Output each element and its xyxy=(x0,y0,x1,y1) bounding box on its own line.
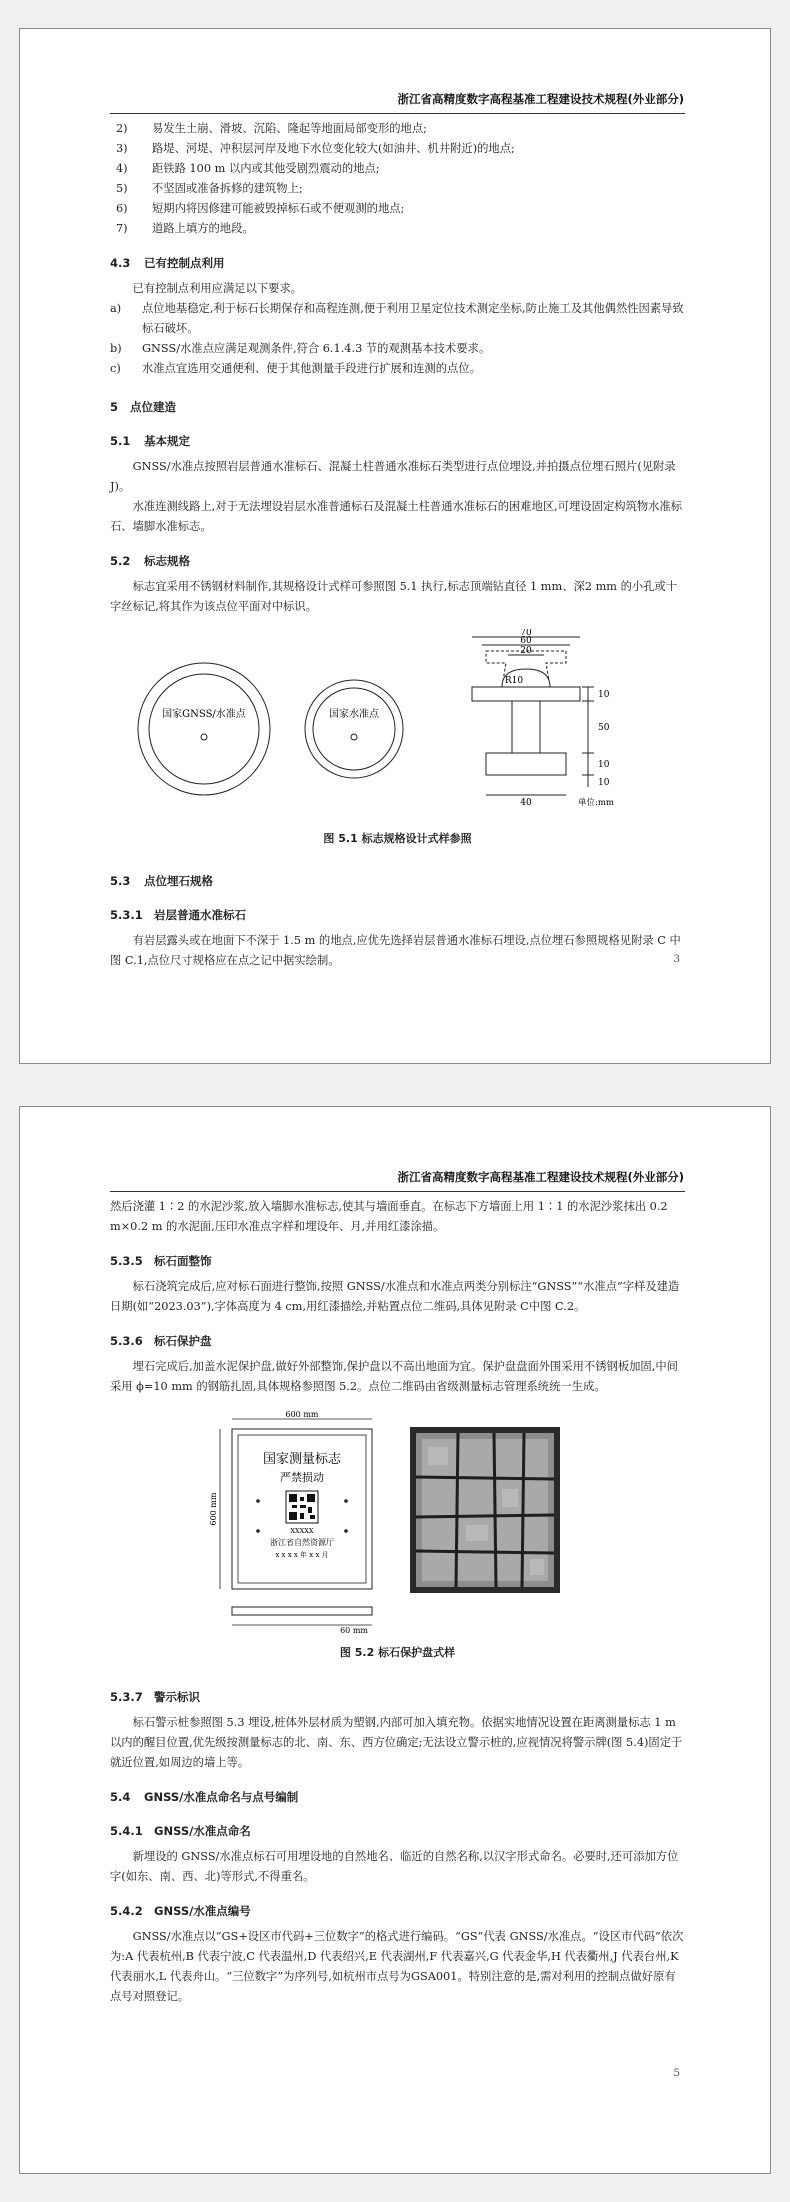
figure-5-1 xyxy=(110,629,685,829)
disc-label: 国家GNSS/水准点 xyxy=(162,709,246,720)
list-item: 6) 短期内将因修建可能被毁掉标石或不便观测的地点; xyxy=(116,202,405,215)
section-heading-5-3-7: 5.3.7 警示标识 xyxy=(110,1690,200,1704)
section-heading-5-3: 5.3 点位埋石规格 xyxy=(110,874,213,888)
section-heading-5-4: 5.4 GNSS/水准点命名与点号编制 xyxy=(110,1790,299,1804)
dim-60: 60 xyxy=(520,636,532,646)
list-item: 5) 不坚固或准备拆修的建筑物上; xyxy=(116,182,303,195)
level-mark-disc xyxy=(305,680,403,778)
header-rule xyxy=(110,1191,685,1192)
paragraph: 标石警示桩参照图 5.3 埋设,桩体外层材质为塑钢,内部可加入填充物。依据实地情况设置在距离测量标志 1 m 以内的醒目位置,优先级按测量标志的北、南、东、西方位确定;无法设立警示桩的,应视情况将警示牌(图 5.4)固定于就近位置,如周边的墙上等。 xyxy=(110,1716,683,1769)
list-item: a) 点位地基稳定,利于标石长期保存和高程连测,便于利用卫星定位技术测定坐标,防止施工及其他偶然性因素导致标石破坏。 xyxy=(110,302,684,335)
dim-r10: R10 xyxy=(504,676,524,686)
section-heading-5-3-6: 5.3.6 标石保护盘 xyxy=(110,1334,212,1348)
dim-10-c: 10 xyxy=(598,778,610,788)
section-heading-5-2: 5.2 标志规格 xyxy=(110,554,190,568)
running-header: 浙江省高精度数字高程基准工程建设技术规程(外业部分) xyxy=(397,92,684,106)
paragraph: 水准连测线路上,对于无法埋设岩层水准普通标石及混凝土柱普通水准标石的困难地区,可埋设固定构筑物水准标石、墙脚水准标志。 xyxy=(110,500,683,533)
plate-warning: 严禁损动 xyxy=(280,1471,324,1484)
dim-70: 70 xyxy=(520,629,532,638)
plate-org: 浙江省自然资源厅 xyxy=(270,1538,334,1547)
section-heading-5-4-2: 5.4.2 GNSS/水准点编号 xyxy=(110,1904,251,1918)
list-item: c) 水准点宜选用交通便利、便于其他测量手段进行扩展和连测的点位。 xyxy=(110,362,481,375)
qr-code-icon xyxy=(286,1491,318,1523)
paragraph: GNSS/水准点按照岩层普通水准标石、混凝土柱普通水准标石类型进行点位埋设,并拍摄点位埋石照片(见附录 J)。 xyxy=(110,460,676,493)
paragraph: 标志宜采用不锈钢材料制作,其规格设计式样可参照图 5.1 执行,标志顶端钻直径 1 mm、深2 mm 的小孔或十字丝标记,将其作为该点位平面对中标识。 xyxy=(110,580,678,613)
paragraph: 新埋设的 GNSS/水准点标石可用埋设地的自然地名、临近的自然名称,以汉字形式命名。必要时,还可添加方位字(如东、南、西、北)等形式,不得重名。 xyxy=(110,1850,679,1883)
page-body xyxy=(110,119,685,971)
paragraph: 已有控制点利用应满足以下要求。 xyxy=(132,282,303,295)
dim-600-side: 600 mm xyxy=(209,1492,218,1526)
list-item: 2) 易发生土崩、滑坡、沉陷、隆起等地面局部变形的地点; xyxy=(116,122,427,135)
list-item: 3) 路堤、河堤、冲积层河岸及地下水位变化较大(如油井、机井附近)的地点; xyxy=(116,142,515,155)
header-rule xyxy=(110,113,685,114)
plate-date: x x x x 年 x x 月 xyxy=(275,1551,329,1559)
running-header: 浙江省高精度数字高程基准工程建设技术规程(外业部分) xyxy=(397,1170,684,1184)
paragraph: 有岩层露头或在地面下不深于 1.5 m 的地点,应优先选择岩层普通水准标石埋设,点位埋石参照规格见附录 C 中图 C.1,点位尺寸规格应在点之记中据实绘制。 xyxy=(110,934,681,967)
list-item: 7) 道路上填方的地段。 xyxy=(116,222,254,235)
figure-5-2 xyxy=(110,1411,685,1643)
dim-60-bottom: 60 mm xyxy=(340,1626,368,1635)
plate-schematic xyxy=(209,1411,372,1635)
paragraph: 标石浇筑完成后,应对标石面进行整饰,按照 GNSS/水准点和水准点两类分别标注“GNSS”“水准点”字样及建造日期(如“2023.03”),字体高度为 4 cm,用红漆描绘,并粘置点位二维码,具体见附录 C中图 C.2。 xyxy=(110,1280,680,1313)
paragraph: 埋石完成后,加盖水泥保护盘,做好外部整饰,保护盘以不高出地面为宜。保护盘盘面外围采用不锈钢板加固,中间采用 ϕ=10 mm 的钢筋扎固,具体规格参照图 5.2。点位二维码由省级测量标志管理系统统一生成。 xyxy=(110,1360,678,1393)
dim-50: 50 xyxy=(598,723,610,733)
protection-plate-drawing xyxy=(110,1411,685,1643)
mark-specification-drawing xyxy=(110,629,685,829)
dim-40: 40 xyxy=(520,798,532,808)
dim-600-top: 600 mm xyxy=(285,1411,319,1419)
dim-10-b: 10 xyxy=(598,760,610,770)
plate-code: XXXXX xyxy=(290,1527,314,1535)
plate-photo xyxy=(410,1427,560,1593)
dim-20: 20 xyxy=(520,646,532,656)
section-heading-5-3-1: 5.3.1 岩层普通水准标石 xyxy=(110,908,246,922)
dim-10-a: 10 xyxy=(598,690,610,700)
disc-label: 国家水准点 xyxy=(329,709,379,720)
page-number: 3 xyxy=(673,953,680,965)
section-heading-5-1: 5.1 基本规定 xyxy=(110,434,190,448)
list-item: b) GNSS/水准点应满足观测条件,符合 6.1.4.3 节的观测基本技术要求。 xyxy=(110,342,491,355)
gnss-mark-disc xyxy=(138,663,270,795)
list-item: 4) 距铁路 100 m 以内或其他受剧烈震动的地点; xyxy=(116,162,380,175)
section-heading-5-4-1: 5.4.1 GNSS/水准点命名 xyxy=(110,1824,251,1838)
document-page-5 xyxy=(19,1106,771,2174)
paragraph: GNSS/水准点以“GS+设区市代码+三位数字”的格式进行编码。“GS”代表 GNSS/水准点。“设区市代码”依次为:A 代表杭州,B 代表宁波,C 代表温州,D 代表绍兴,E 代表湖州,F 代表嘉兴,G 代表金华,H 代表衢州,J 代表台州,K 代表丽水,L 代表舟山。“三位数字”为序列号,如杭州市点号为GSA001。特别注意的是,需对利用的控制点做好原有点号对照登记。 xyxy=(110,1930,684,2003)
plate-title: 国家测量标志 xyxy=(262,1452,342,1467)
paragraph: 然后浇灌 1∶2 的水泥沙浆,放入墙脚水准标志,使其与墙面垂直。在标志下方墙面上用 1∶1 的水泥沙浆抹出 0.2 m×0.2 m 的水泥面,压印水准点字样和埋设年、月,并用红漆涂描。 xyxy=(110,1200,668,1233)
figure-caption: 图 5.2 标石保护盘式样 xyxy=(339,1646,456,1659)
page-number: 5 xyxy=(673,2067,680,2079)
mark-cross-section xyxy=(472,637,594,795)
section-heading-5-3-5: 5.3.5 标石面整饰 xyxy=(110,1254,212,1268)
section-heading-5: 5 点位建造 xyxy=(110,400,176,414)
page-body xyxy=(110,1197,685,2007)
document-page-3 xyxy=(19,28,771,1064)
unit-label: 单位:mm xyxy=(578,798,614,808)
figure-caption: 图 5.1 标志规格设计式样参照 xyxy=(323,832,472,845)
section-heading-4-3: 4.3 已有控制点利用 xyxy=(110,256,225,270)
list-continuation xyxy=(110,119,685,239)
